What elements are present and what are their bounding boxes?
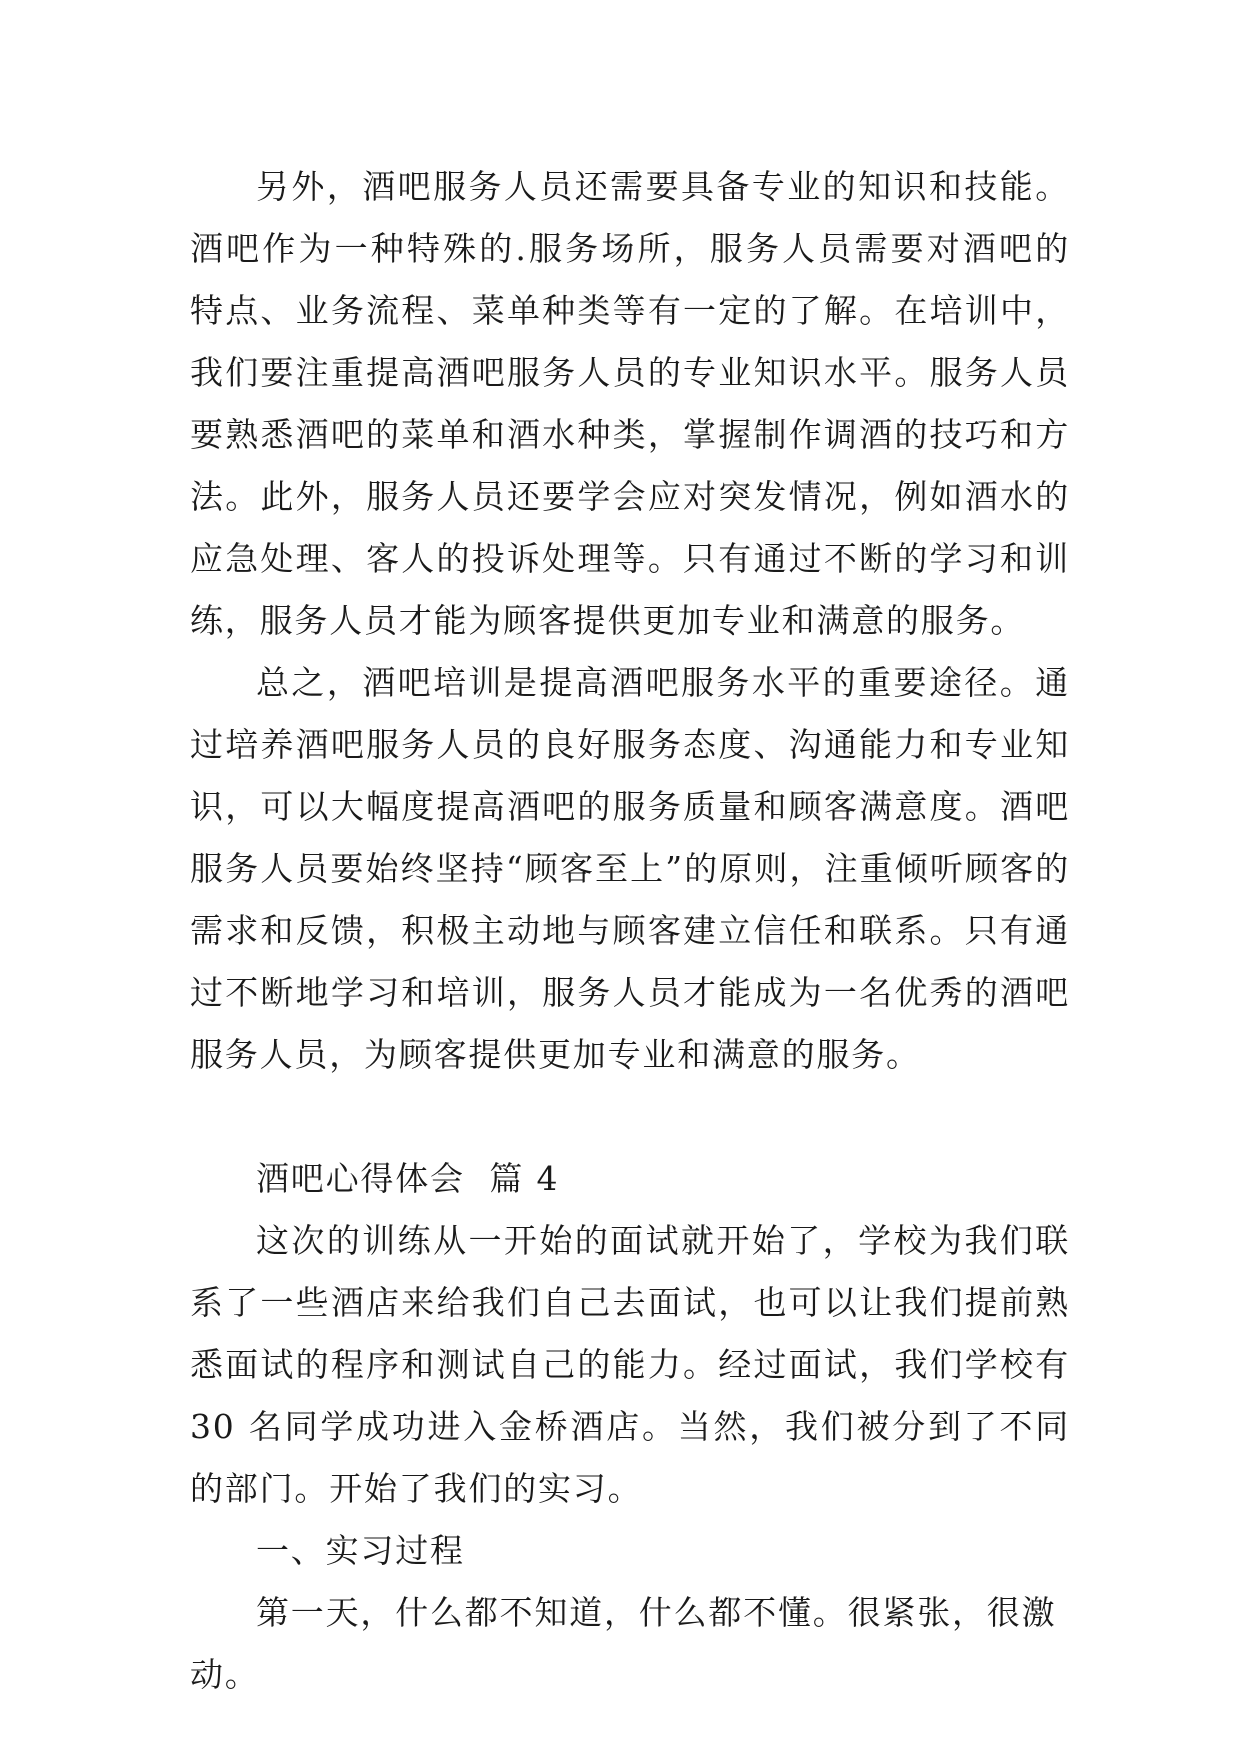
subheading-internship-process: 一、实习过程 (256, 1531, 465, 1570)
paragraph-interview: 这次的训练从一开始的面试就开始了，学校为我们联系了一些酒店来给我们自己去面试，也可以让我们提前熟悉面试的程序和测试自己的能力。经过面试，我们学校有 30 名同学成功进入金桥酒店。当然，我们被分到了不同的部门。开始了我们的实习。 (190, 1221, 1070, 1508)
section-title: 酒吧心得体会 篇 4 (256, 1159, 560, 1198)
document-page (190, 156, 1070, 1706)
paragraph-first-day: 第一天，什么都不知道，什么都不懂。很紧张，很激动。 (190, 1593, 1057, 1694)
paragraph-conclusion: 总之，酒吧培训是提高酒吧服务水平的重要途径。通过培养酒吧服务人员的良好服务态度、沟通能力和专业知识，可以大幅度提高酒吧的服务质量和顾客满意度。酒吧服务人员要始终坚持“顾客至上”的原则，注重倾听顾客的需求和反馈，积极主动地与顾客建立信任和联系。只有通过不断地学习和培训，服务人员才能成为一名优秀的酒吧服务人员，为顾客提供更加专业和满意的服务。 (190, 663, 1070, 1074)
section-gap (190, 1086, 1070, 1148)
paragraph-professional-skills: 另外，酒吧服务人员还需要具备专业的知识和技能。酒吧作为一种特殊的.服务场所，服务人员需要对酒吧的特点、业务流程、菜单种类等有一定的了解。在培训中，我们要注重提高酒吧服务人员的专业知识水平。服务人员要熟悉酒吧的菜单和酒水种类，掌握制作调酒的技巧和方法。此外，服务人员还要学会应对突发情况，例如酒水的应急处理、客人的投诉处理等。只有通过不断的学习和训练，服务人员才能为顾客提供更加专业和满意的服务。 (190, 167, 1070, 640)
